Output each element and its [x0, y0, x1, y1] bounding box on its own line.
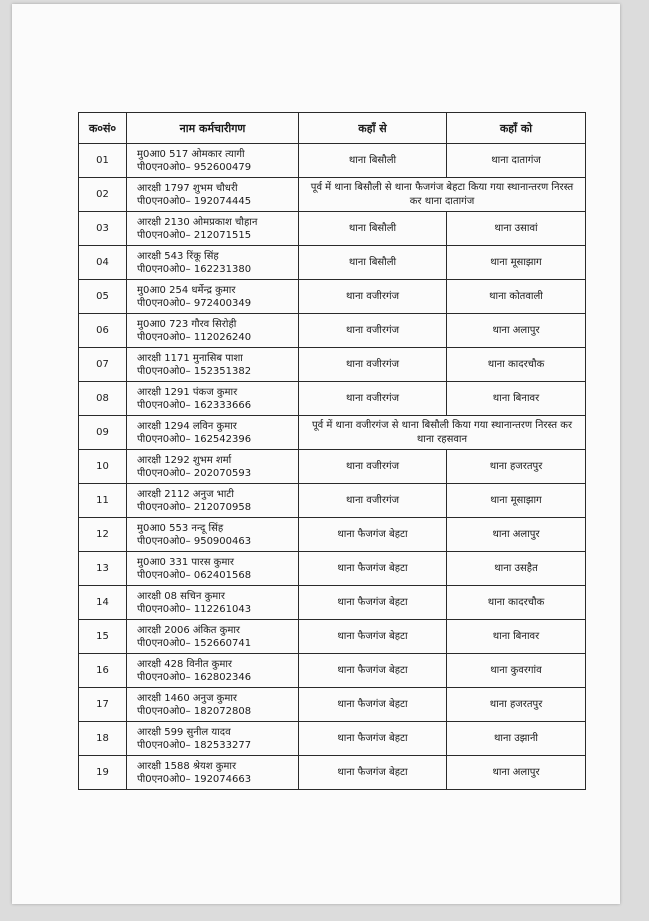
serial-number: 02	[79, 178, 127, 212]
serial-number: 03	[79, 212, 127, 246]
to-station: थाना कोतवाली	[447, 280, 586, 314]
employee-pno: पी0एन0ओ0– 202070593	[137, 467, 252, 479]
employee-cell	[127, 688, 299, 722]
header-employee-name: नाम कर्मचारीगण	[127, 113, 299, 144]
from-station: थाना बिसौली	[299, 212, 447, 246]
employee-pno: पी0एन0ओ0– 952600479	[137, 161, 252, 173]
serial-number: 04	[79, 246, 127, 280]
table-row	[79, 450, 586, 484]
from-station: थाना फैजगंज बेहटा	[299, 552, 447, 586]
from-station: थाना फैजगंज बेहटा	[299, 518, 447, 552]
employee-cell	[127, 756, 299, 790]
to-station: थाना कुवरगांव	[447, 654, 586, 688]
table-header-row	[79, 113, 586, 144]
table-row	[79, 518, 586, 552]
employee-pno: पी0एन0ओ0– 212071515	[137, 229, 252, 241]
serial-number: 16	[79, 654, 127, 688]
from-station: थाना वजीरगंज	[299, 382, 447, 416]
employee-cell	[127, 722, 299, 756]
table-row	[79, 280, 586, 314]
header-serial: क०सं०	[79, 113, 127, 144]
employee-cell	[127, 484, 299, 518]
to-station: थाना हजरतपुर	[447, 450, 586, 484]
employee-name: आरक्षी 1291 पंकज कुमार	[137, 386, 238, 398]
employee-pno: पी0एन0ओ0– 152660741	[137, 637, 252, 649]
table-row	[79, 756, 586, 790]
from-station: थाना वजीरगंज	[299, 280, 447, 314]
serial-number: 09	[79, 416, 127, 450]
employee-name: मु0आ0 254 धर्मेन्द्र कुमार	[137, 284, 236, 296]
to-station: थाना उसहैत	[447, 552, 586, 586]
to-station: थाना अलापुर	[447, 518, 586, 552]
serial-number: 17	[79, 688, 127, 722]
to-station: थाना मूसाझाग	[447, 246, 586, 280]
employee-pno: पी0एन0ओ0– 972400349	[137, 297, 252, 309]
table-row	[79, 620, 586, 654]
serial-number: 14	[79, 586, 127, 620]
employee-name: आरक्षी 1171 मुनासिब पाशा	[137, 352, 243, 364]
employee-cell	[127, 518, 299, 552]
employee-name: आरक्षी 428 विनीत कुमार	[137, 658, 233, 670]
employee-cell	[127, 212, 299, 246]
employee-pno: पी0एन0ओ0– 162333666	[137, 399, 252, 411]
employee-name: आरक्षी 2130 ओमप्रकाश चौहान	[137, 216, 258, 228]
to-station: थाना हजरतपुर	[447, 688, 586, 722]
serial-number: 08	[79, 382, 127, 416]
table-row	[79, 178, 586, 212]
to-station: थाना दातागंज	[447, 144, 586, 178]
from-station: थाना फैजगंज बेहटा	[299, 654, 447, 688]
employee-cell	[127, 382, 299, 416]
employee-pno: पी0एन0ओ0– 152351382	[137, 365, 252, 377]
from-station: थाना वजीरगंज	[299, 450, 447, 484]
table-row	[79, 348, 586, 382]
from-station: थाना फैजगंज बेहटा	[299, 620, 447, 654]
employee-name: आरक्षी 2006 अंकित कुमार	[137, 624, 241, 636]
header-to: कहाँ को	[447, 113, 586, 144]
serial-number: 06	[79, 314, 127, 348]
table-row	[79, 722, 586, 756]
serial-number: 05	[79, 280, 127, 314]
to-station: थाना कादरचौक	[447, 586, 586, 620]
from-station: थाना फैजगंज बेहटा	[299, 722, 447, 756]
table-row	[79, 314, 586, 348]
employee-pno: पी0एन0ओ0– 162542396	[137, 433, 252, 445]
from-station: थाना फैजगंज बेहटा	[299, 756, 447, 790]
table-row	[79, 654, 586, 688]
to-station: थाना कादरचौक	[447, 348, 586, 382]
employee-cell	[127, 314, 299, 348]
to-station: थाना मूसाझाग	[447, 484, 586, 518]
table-row	[79, 552, 586, 586]
employee-name: आरक्षी 599 सुनील यादव	[137, 726, 231, 738]
serial-number: 10	[79, 450, 127, 484]
transfer-remark: पूर्व में थाना वजीरगंज से थाना बिसौली किया गया स्थानान्तरण निरस्त कर थाना रहसवान	[299, 416, 586, 450]
from-station: थाना बिसौली	[299, 246, 447, 280]
employee-cell	[127, 246, 299, 280]
employee-name: आरक्षी 1460 अनुज कुमार	[137, 692, 238, 704]
document-page	[12, 4, 620, 904]
to-station: थाना अलापुर	[447, 314, 586, 348]
table-row	[79, 382, 586, 416]
employee-name: मु0आ0 553 नन्दू सिंह	[137, 522, 224, 534]
employee-name: आरक्षी 1294 लविन कुमार	[137, 420, 237, 432]
from-station: थाना वजीरगंज	[299, 314, 447, 348]
to-station: थाना अलापुर	[447, 756, 586, 790]
transfer-remark: पूर्व में थाना बिसौली से थाना फैजगंज बेहटा किया गया स्थानान्तरण निरस्त कर थाना दातागंज	[299, 178, 586, 212]
employee-cell	[127, 450, 299, 484]
serial-number: 11	[79, 484, 127, 518]
employee-cell	[127, 348, 299, 382]
to-station: थाना बिनावर	[447, 382, 586, 416]
employee-name: मु0आ0 723 गौरव सिरोही	[137, 318, 237, 330]
employee-cell	[127, 144, 299, 178]
employee-pno: पी0एन0ओ0– 112261043	[137, 603, 252, 615]
employee-pno: पी0एन0ओ0– 182072808	[137, 705, 252, 717]
employee-cell	[127, 552, 299, 586]
employee-pno: पी0एन0ओ0– 950900463	[137, 535, 252, 547]
employee-cell	[127, 280, 299, 314]
employee-name: आरक्षी 1292 शुभम शर्मा	[137, 454, 232, 466]
employee-pno: पी0एन0ओ0– 192074663	[137, 773, 252, 785]
employee-pno: पी0एन0ओ0– 112026240	[137, 331, 252, 343]
employee-cell	[127, 654, 299, 688]
to-station: थाना बिनावर	[447, 620, 586, 654]
serial-number: 12	[79, 518, 127, 552]
to-station: थाना उझानी	[447, 722, 586, 756]
employee-name: आरक्षी 1797 शुभम चौधरी	[137, 182, 238, 194]
from-station: थाना फैजगंज बेहटा	[299, 586, 447, 620]
employee-cell	[127, 586, 299, 620]
table-row	[79, 586, 586, 620]
serial-number: 07	[79, 348, 127, 382]
employee-cell	[127, 416, 299, 450]
employee-name: आरक्षी 2112 अनुज भाटी	[137, 488, 234, 500]
employee-pno: पी0एन0ओ0– 162231380	[137, 263, 252, 275]
table-row	[79, 246, 586, 280]
transfer-table	[78, 112, 586, 790]
serial-number: 18	[79, 722, 127, 756]
table-row	[79, 688, 586, 722]
employee-name: आरक्षी 543 रिंकू सिंह	[137, 250, 219, 262]
table-row	[79, 416, 586, 450]
serial-number: 19	[79, 756, 127, 790]
serial-number: 01	[79, 144, 127, 178]
employee-pno: पी0एन0ओ0– 062401568	[137, 569, 252, 581]
from-station: थाना वजीरगंज	[299, 484, 447, 518]
employee-cell	[127, 620, 299, 654]
employee-name: आरक्षी 1588 श्रेयश कुमार	[137, 760, 237, 772]
table-row	[79, 212, 586, 246]
serial-number: 13	[79, 552, 127, 586]
employee-cell	[127, 178, 299, 212]
employee-pno: पी0एन0ओ0– 212070958	[137, 501, 252, 513]
to-station: थाना उसावां	[447, 212, 586, 246]
employee-name: मु0आ0 331 पारस कुमार	[137, 556, 235, 568]
employee-pno: पी0एन0ओ0– 162802346	[137, 671, 252, 683]
serial-number: 15	[79, 620, 127, 654]
employee-name: मु0आ0 517 ओमकार त्यागी	[137, 148, 245, 160]
from-station: थाना वजीरगंज	[299, 348, 447, 382]
employee-pno: पी0एन0ओ0– 182533277	[137, 739, 252, 751]
employee-pno: पी0एन0ओ0– 192074445	[137, 195, 252, 207]
from-station: थाना बिसौली	[299, 144, 447, 178]
header-from: कहाँ से	[299, 113, 447, 144]
table-row	[79, 484, 586, 518]
from-station: थाना फैजगंज बेहटा	[299, 688, 447, 722]
employee-name: आरक्षी 08 सचिन कुमार	[137, 590, 225, 602]
table-row	[79, 144, 586, 178]
